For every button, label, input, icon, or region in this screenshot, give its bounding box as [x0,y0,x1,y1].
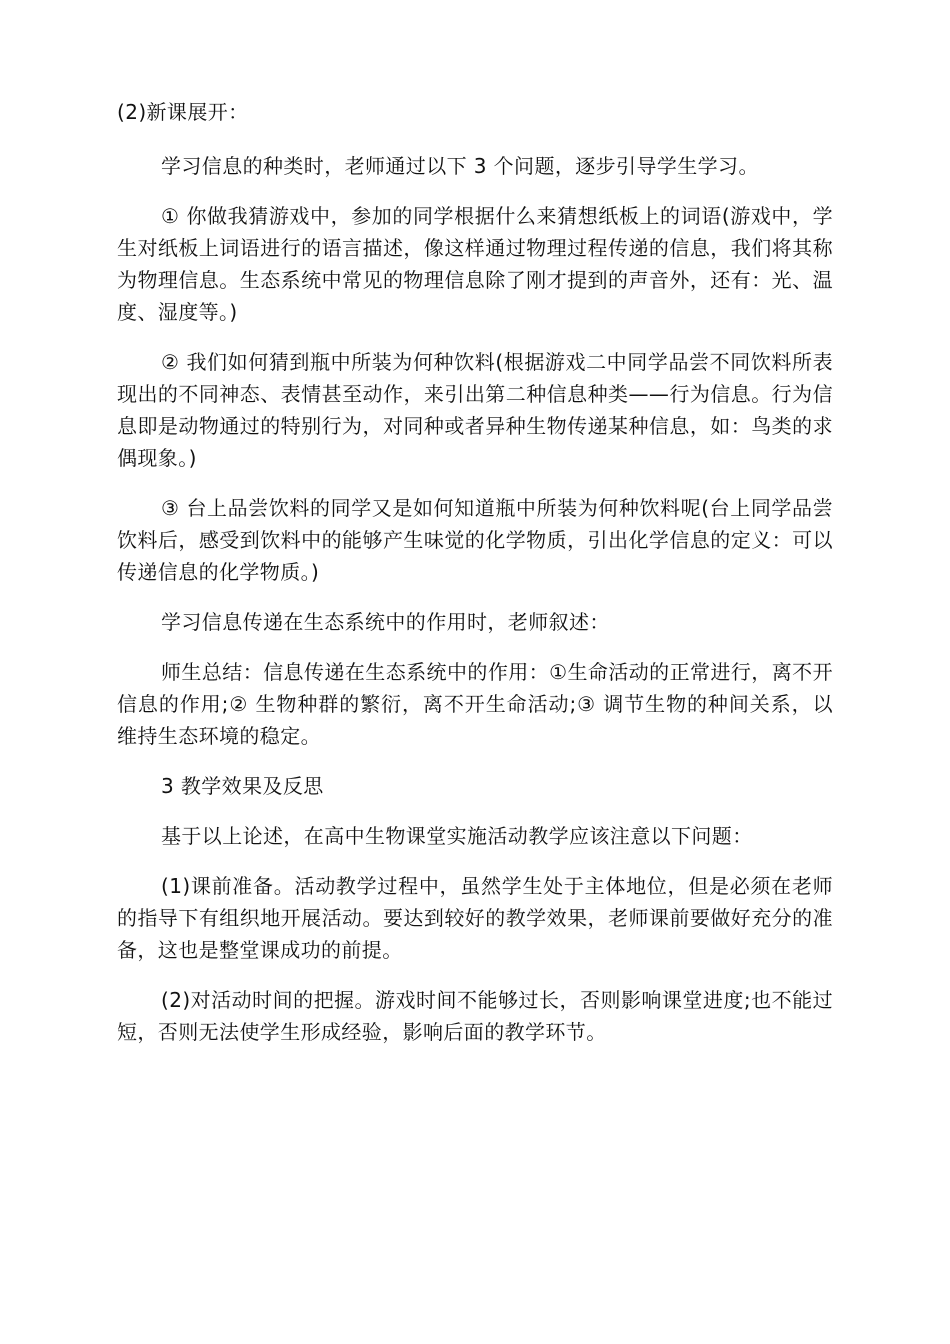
paragraph-issue-2: (2)对活动时间的把握。游戏时间不能够过长，否则影响课堂进度;也不能过短，否则无法使学生形成经验，影响后面的教学环节。 [117,988,833,1044]
paragraph-issue-1: (1)课前准备。活动教学过程中，虽然学生处于主体地位，但是必须在老师的指导下有组织地开展活动。要达到较好的教学效果，老师课前要做好充分的准备，这也是整堂课成功的前提。 [117,874,833,962]
document-page [117,96,833,1066]
subsection-heading: 3 教学效果及反思 [161,774,324,798]
paragraph-question-1: ① 你做我猜游戏中，参加的同学根据什么来猜想纸板上的词语(游戏中，学生对纸板上词语进行的语言描述，像这样通过物理过程传递的信息，我们将其称为物理信息。生态系统中常见的物理信息除了刚才提到的声音外，还有：光、温度、湿度等。) [117,204,833,324]
paragraph-role-intro: 学习信息传递在生态系统中的作用时，老师叙述： [161,610,610,634]
paragraph-question-2: ② 我们如何猜到瓶中所装为何种饮料(根据游戏二中同学品尝不同饮料所表现出的不同神态、表情甚至动作，来引出第二种信息种类——行为信息。行为信息即是动物通过的特别行为，对同种或者异种生物传递某种信息，如：鸟类的求偶现象。) [117,350,833,470]
section-heading: (2)新课展开： [117,100,249,124]
paragraph-intro: 学习信息的种类时，老师通过以下 3 个问题，逐步引导学生学习。 [161,154,759,178]
paragraph-summary: 师生总结：信息传递在生态系统中的作用：①生命活动的正常进行，离不开信息的作用;② 生物种群的繁衍，离不开生命活动;③ 调节生物的种间关系，以维持生态环境的稳定。 [117,660,833,748]
paragraph-question-3: ③ 台上品尝饮料的同学又是如何知道瓶中所装为何种饮料呢(台上同学品尝饮料后，感受到饮料中的能够产生味觉的化学物质，引出化学信息的定义：可以传递信息的化学物质。) [117,496,833,584]
paragraph-issues-intro: 基于以上论述，在高中生物课堂实施活动教学应该注意以下问题： [161,824,753,848]
